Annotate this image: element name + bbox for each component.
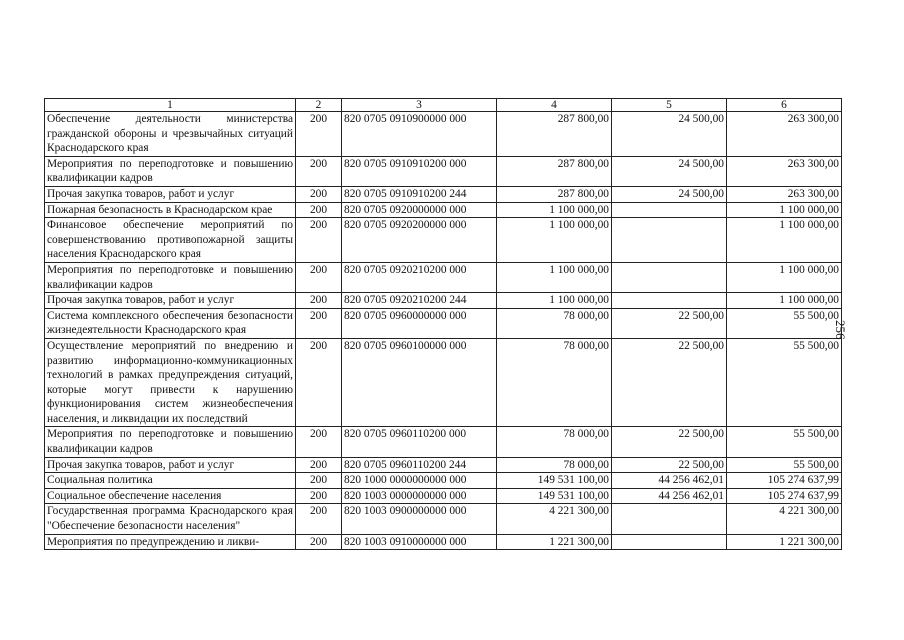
table-body [45,112,842,550]
row-col4-cell: 78 000,00 [497,308,612,338]
row-name-cell: Социальное обеспечение населения [45,488,296,504]
table-row [45,427,842,457]
row-col5-cell [612,218,727,263]
row-col5-cell: 24 500,00 [612,156,727,186]
row-code-cell: 820 0705 0910910200 244 [342,186,497,202]
budget-table [44,98,842,550]
row-col5-cell: 22 500,00 [612,338,727,427]
row-code-cell: 820 0705 0920210200 000 [342,262,497,292]
row-name-cell: Мероприятия по переподготовке и повышению квалификации кадров [45,156,296,186]
row-group-cell: 200 [296,308,342,338]
row-col6-cell: 1 100 000,00 [727,293,842,309]
table-row [45,156,842,186]
header-col-5: 5 [612,99,727,112]
row-name-cell: Финансовое обеспечение мероприятий по совершенствованию противопожарной защиты населения Краснодарского края [45,218,296,263]
row-code-cell: 820 1000 0000000000 000 [342,473,497,489]
header-col-3: 3 [342,99,497,112]
header-col-4: 4 [497,99,612,112]
row-col6-cell: 263 300,00 [727,186,842,202]
table-row [45,504,842,534]
row-group-cell: 200 [296,338,342,427]
row-code-cell: 820 0705 0920000000 000 [342,202,497,218]
row-name-cell: Государственная программа Краснодарского края "Обеспечение безопасности населения" [45,504,296,534]
row-group-cell: 200 [296,488,342,504]
row-code-cell: 820 0705 0910910200 000 [342,156,497,186]
row-col4-cell: 1 100 000,00 [497,202,612,218]
row-code-cell: 820 1003 0000000000 000 [342,488,497,504]
row-group-cell: 200 [296,293,342,309]
row-col5-cell: 44 256 462,01 [612,473,727,489]
header-col-1: 1 [45,99,296,112]
row-group-cell: 200 [296,427,342,457]
row-name-cell: Прочая закупка товаров, работ и услуг [45,457,296,473]
header-col-6: 6 [727,99,842,112]
row-col6-cell: 105 274 637,99 [727,473,842,489]
row-col4-cell: 1 100 000,00 [497,293,612,309]
row-group-cell: 200 [296,534,342,550]
row-col6-cell: 1 100 000,00 [727,202,842,218]
row-name-cell: Мероприятия по переподготовке и повышению квалификации кадров [45,262,296,292]
row-group-cell: 200 [296,504,342,534]
row-group-cell: 200 [296,457,342,473]
row-group-cell: 200 [296,156,342,186]
row-group-cell: 200 [296,186,342,202]
row-col5-cell [612,202,727,218]
row-col4-cell: 1 221 300,00 [497,534,612,550]
row-col4-cell: 287 800,00 [497,186,612,202]
row-col5-cell: 22 500,00 [612,308,727,338]
row-col4-cell: 1 100 000,00 [497,262,612,292]
table-row [45,473,842,489]
table-row [45,457,842,473]
row-code-cell: 820 0705 0920210200 244 [342,293,497,309]
row-name-cell: Прочая закупка товаров, работ и услуг [45,293,296,309]
table-row [45,186,842,202]
row-col5-cell: 24 500,00 [612,112,727,157]
row-col4-cell: 1 100 000,00 [497,218,612,263]
row-col6-cell: 55 500,00 [727,308,842,338]
row-code-cell: 820 0705 0920200000 000 [342,218,497,263]
row-code-cell: 820 0705 0910900000 000 [342,112,497,157]
row-col6-cell: 1 100 000,00 [727,262,842,292]
table-row [45,262,842,292]
row-code-cell: 820 1003 0910000000 000 [342,534,497,550]
row-code-cell: 820 0705 0960110200 244 [342,457,497,473]
table-row [45,308,842,338]
row-col4-cell: 149 531 100,00 [497,473,612,489]
row-code-cell: 820 0705 0960110200 000 [342,427,497,457]
row-col5-cell: 44 256 462,01 [612,488,727,504]
row-col6-cell: 263 300,00 [727,112,842,157]
row-col6-cell: 1 100 000,00 [727,218,842,263]
row-name-cell: Социальная политика [45,473,296,489]
row-code-cell: 820 0705 0960000000 000 [342,308,497,338]
row-col6-cell: 4 221 300,00 [727,504,842,534]
row-col4-cell: 78 000,00 [497,457,612,473]
row-code-cell: 820 1003 0900000000 000 [342,504,497,534]
table-row [45,218,842,263]
table-row [45,488,842,504]
row-col4-cell: 78 000,00 [497,427,612,457]
row-group-cell: 200 [296,112,342,157]
row-col6-cell: 55 500,00 [727,338,842,427]
header-row [45,99,842,112]
row-col4-cell: 287 800,00 [497,156,612,186]
row-name-cell: Система комплексного обеспечения безопасности жизнедеятельности Краснодарского края [45,308,296,338]
row-col4-cell: 149 531 100,00 [497,488,612,504]
header-col-2: 2 [296,99,342,112]
table-row [45,112,842,157]
row-col4-cell: 78 000,00 [497,338,612,427]
row-col4-cell: 4 221 300,00 [497,504,612,534]
row-group-cell: 200 [296,218,342,263]
table-row [45,293,842,309]
row-group-cell: 200 [296,262,342,292]
table-row [45,338,842,427]
row-col6-cell: 263 300,00 [727,156,842,186]
row-name-cell: Прочая закупка товаров, работ и услуг [45,186,296,202]
row-col6-cell: 55 500,00 [727,457,842,473]
row-group-cell: 200 [296,202,342,218]
row-code-cell: 820 0705 0960100000 000 [342,338,497,427]
row-col6-cell: 105 274 637,99 [727,488,842,504]
row-name-cell: Осуществление мероприятий по внедрению и развитию информационно-коммуникационных технологий в рамках предупреждения ситуаций, которые могут привести к нарушению функционирования систем жизнеобеспечения населения, и ликвидации их последствий [45,338,296,427]
row-col6-cell: 1 221 300,00 [727,534,842,550]
row-col5-cell: 22 500,00 [612,427,727,457]
row-col5-cell [612,534,727,550]
row-col6-cell: 55 500,00 [727,427,842,457]
page-number: 256 [833,320,848,340]
row-name-cell: Пожарная безопасность в Краснодарском крае [45,202,296,218]
row-col5-cell [612,262,727,292]
row-col5-cell [612,293,727,309]
row-name-cell: Мероприятия по переподготовке и повышению квалификации кадров [45,427,296,457]
row-col5-cell: 22 500,00 [612,457,727,473]
table-row [45,534,842,550]
row-col5-cell [612,504,727,534]
row-col4-cell: 287 800,00 [497,112,612,157]
row-group-cell: 200 [296,473,342,489]
row-name-cell: Мероприятия по предупреждению и ликви- [45,534,296,550]
table-row [45,202,842,218]
row-col5-cell: 24 500,00 [612,186,727,202]
row-name-cell: Обеспечение деятельности министерства гражданской обороны и чрезвычайных ситуаций Краснодарского края [45,112,296,157]
